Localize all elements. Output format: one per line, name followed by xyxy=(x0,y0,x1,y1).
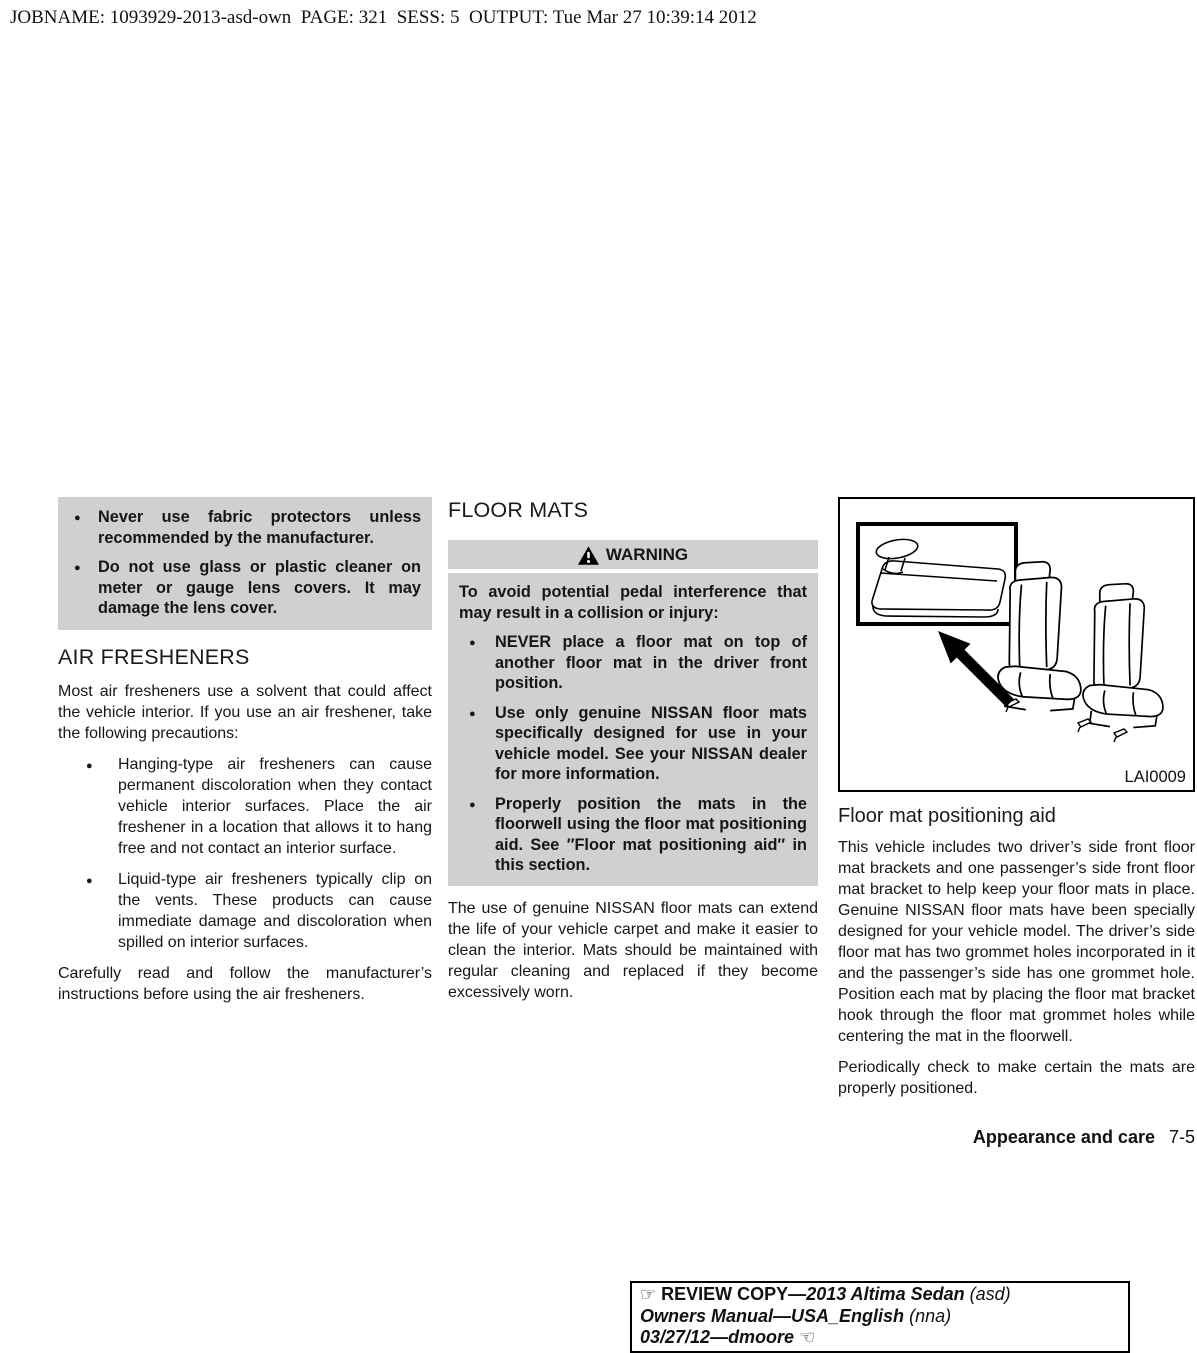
review-manual-title: Owners Manual—USA_English xyxy=(640,1305,905,1326)
air-fresheners-outro: Carefully read and follow the manufacturer’s instructions before using the air fresheners. xyxy=(58,964,432,1003)
review-line-3 xyxy=(640,1327,1120,1349)
section-heading-air-fresheners: AIR FRESHENERS xyxy=(58,644,250,669)
note-box xyxy=(58,497,432,630)
note-item xyxy=(68,557,421,619)
warning-item-text: Properly position the mats in the floorwell using the floor mat positioning aid. See ″Floor mat positioning aid″ in this section. xyxy=(495,794,807,874)
right-column xyxy=(838,497,1195,1109)
bullet-icon: ● xyxy=(469,707,476,720)
review-title: 2013 Altima Sedan xyxy=(806,1284,965,1304)
floor-mat-figure xyxy=(838,497,1195,792)
bullet-icon: ● xyxy=(469,637,476,649)
list-item-text: Liquid-type air fresheners typically clip on the vents. These products can cause immediate damage and discoloration when spilled on interior surfaces. xyxy=(118,870,432,951)
list-item xyxy=(58,754,432,859)
warning-intro: To avoid potential pedal interference that may result in a collision or injury: xyxy=(459,583,807,622)
warning-title-bar xyxy=(448,540,818,569)
note-item-text: Never use fabric protectors unless recommended by the manufacturer. xyxy=(98,508,421,547)
warning-item xyxy=(459,794,807,876)
warning-item-text: NEVER place a floor mat on top of another floor mat in the driver front position. xyxy=(495,633,807,692)
bullet-icon: ● xyxy=(74,562,81,574)
review-label: REVIEW COPY— xyxy=(661,1284,807,1304)
list-item-text: Hanging-type air fresheners can cause permanent discoloration when they contact vehicle interior surfaces. Place the air freshener in a location that allows it to hang free and not contact an interior surface. xyxy=(118,755,432,857)
positioning-aid-paragraph: Periodically check to make certain the mats are properly positioned. xyxy=(838,1059,1195,1097)
warning-item xyxy=(459,703,807,785)
figure-label: LAI0009 xyxy=(1124,768,1186,786)
floor-mats-body: The use of genuine NISSAN floor mats can extend the life of your vehicle carpet and make it easier to clean the interior. Mats should be maintained with regular cleaning and replaced if they become excessively worn. xyxy=(448,899,818,1001)
middle-column xyxy=(448,497,818,1013)
warning-title-text: WARNING xyxy=(605,545,689,564)
pointing-hand-left-icon: ☜ xyxy=(799,1327,816,1348)
review-note: (nna) xyxy=(909,1305,952,1326)
review-line-1 xyxy=(640,1284,1120,1306)
bullet-icon: ● xyxy=(86,874,93,887)
pointing-hand-right-icon: ☞ xyxy=(640,1284,657,1305)
warning-item-text: Use only genuine NISSAN floor mats specifically designed for use in your vehicle model. See your NISSAN dealer for more information. xyxy=(495,703,807,783)
section-heading-floor-mats: FLOOR MATS xyxy=(448,498,589,522)
bullet-icon: ● xyxy=(469,798,476,811)
warning-box xyxy=(448,573,818,886)
list-item xyxy=(58,869,432,953)
floor-mat-figure-illustration xyxy=(840,499,1193,790)
page-number: 7-5 xyxy=(1168,1127,1195,1147)
note-item xyxy=(68,507,421,548)
note-item-text: Do not use glass or plastic cleaner on meter or gauge lens covers. It may damage the lens cover. xyxy=(98,558,421,617)
air-fresheners-list xyxy=(58,754,432,953)
warning-triangle-icon xyxy=(578,546,599,565)
review-date-author: 03/27/12—dmoore xyxy=(640,1327,795,1347)
bullet-icon: ● xyxy=(86,759,93,772)
page-footer xyxy=(973,1127,1195,1148)
chapter-title: Appearance and care xyxy=(972,1127,1155,1147)
air-fresheners-intro: Most air fresheners use a solvent that could affect the vehicle interior. If you use an air freshener, take the following precautions: xyxy=(58,682,432,742)
review-note: (asd) xyxy=(969,1284,1011,1304)
review-line-2 xyxy=(640,1306,1120,1328)
bullet-icon: ● xyxy=(74,512,81,524)
left-column xyxy=(58,497,432,1015)
positioning-aid-paragraph: This vehicle includes two driver’s side front floor mat brackets and one passenger’s side front floor mat bracket to help keep your floor mats in place. Genuine NISSAN floor mats have been specially designed for your vehicle model. The driver’s side floor mat has two grommet holes incorporated in it and the passenger’s side has one grommet hole. Position each mat by placing the floor mat bracket hook through the floor mat grommet holes while centering the mat in the floorwell. xyxy=(838,839,1195,1045)
review-copy-box xyxy=(630,1281,1130,1353)
warning-item xyxy=(459,632,807,694)
subsection-heading-positioning-aid: Floor mat positioning aid xyxy=(838,805,1056,827)
jobname-header: JOBNAME: 1093929-2013-asd-own PAGE: 321 SESS: 5 OUTPUT: Tue Mar 27 10:39:14 2012 xyxy=(10,7,757,28)
